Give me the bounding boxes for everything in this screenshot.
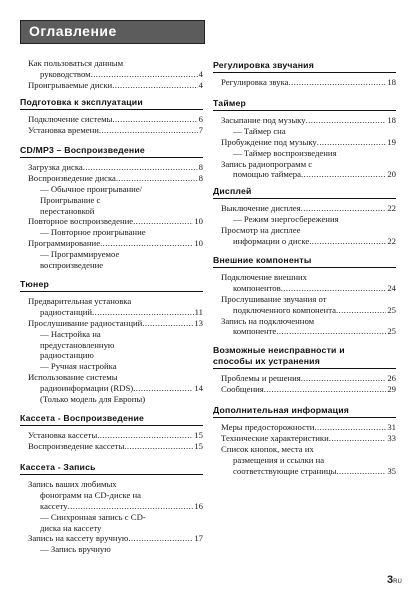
section-heading-line: Дисплей	[213, 186, 252, 196]
toc-entry-text	[20, 329, 203, 340]
toc-entry-label: Подключение системы	[28, 113, 113, 124]
toc-entry-text	[213, 272, 396, 283]
toc-entry-label: компоненте	[233, 326, 277, 337]
toc-entry-text	[20, 479, 203, 490]
toc-entry-text	[20, 544, 203, 555]
toc-page-number: 18	[387, 114, 396, 125]
toc-page-number: 25	[387, 326, 396, 337]
toc-entry-label: руководством	[40, 68, 91, 79]
toc-entry-label: — Программируемое	[40, 249, 120, 260]
dot-leader	[124, 441, 193, 452]
toc-entry-link[interactable]	[213, 137, 396, 148]
toc-section	[213, 345, 396, 395]
toc-entries	[20, 430, 203, 452]
section-heading	[213, 405, 396, 418]
toc-entry-link[interactable]	[20, 125, 203, 136]
toc-entry-text	[20, 490, 203, 501]
toc-entry-label: Загрузка диска	[28, 161, 83, 172]
dot-leader	[301, 169, 386, 180]
toc-page-number: 31	[387, 421, 396, 432]
toc-entries	[20, 58, 203, 91]
toc-page-number: 15	[194, 440, 203, 451]
toc-page-number: 6	[198, 113, 203, 124]
toc-entry-link[interactable]	[213, 236, 396, 247]
toc-entry-label: Запись радиопрограмм с	[221, 158, 313, 169]
toc-entry-label: Проблемы и решения	[221, 372, 301, 383]
dot-leader	[336, 466, 386, 477]
section-heading-line: способы их устранения	[213, 355, 320, 366]
toc-entry-label: кассету	[40, 500, 68, 511]
toc-section	[213, 98, 396, 180]
page-title: Оглавление	[29, 23, 117, 39]
toc-entries	[20, 114, 203, 136]
toc-entry-link[interactable]	[20, 307, 203, 318]
toc-page-number: 24	[387, 282, 396, 293]
toc-entry-link[interactable]	[20, 430, 203, 441]
toc-entries	[20, 479, 203, 555]
toc-entry-link[interactable]	[213, 422, 396, 433]
toc-entry-label: Регулировка звука	[221, 76, 289, 87]
toc-entry-label: Прослушивание звучания от	[221, 293, 327, 304]
toc-entry-text	[20, 394, 203, 405]
toc-entry-text	[213, 444, 396, 455]
toc-entry-label: — Запись вручную	[40, 544, 111, 555]
toc-section	[20, 97, 203, 136]
toc-page-number: 26	[387, 372, 396, 383]
toc-entry-link[interactable]	[213, 283, 396, 294]
toc-entry-label: Подключение внешних	[221, 271, 307, 282]
toc-section	[213, 405, 396, 476]
toc-section	[20, 145, 203, 271]
toc-entry-text	[213, 316, 396, 327]
toc-entries	[213, 77, 396, 88]
toc-entry-text	[213, 225, 396, 236]
toc-entry-link[interactable]	[213, 115, 396, 126]
toc-page-number: 18	[387, 76, 396, 87]
dot-leader	[92, 307, 194, 318]
toc-entry-link[interactable]	[20, 162, 203, 173]
dot-leader	[112, 80, 197, 91]
toc-entry-link[interactable]	[20, 216, 203, 227]
toc-entry-label: фонограмм на CD-диске на	[40, 489, 141, 500]
toc-entry-label: информации о диске	[233, 235, 310, 246]
toc-page-number: 14	[194, 383, 203, 394]
toc-entry-label: Воспроизведение кассеты	[28, 440, 125, 451]
section-heading-line: Кассета - Запись	[20, 462, 96, 472]
toc-entry-label: — Ручная настройка	[40, 361, 117, 372]
toc-page-number: 15	[194, 429, 203, 440]
toc-entry-link[interactable]	[20, 533, 203, 544]
page-number: 3RU	[387, 574, 402, 586]
toc-page-number: 13	[194, 317, 203, 328]
section-heading-line: Кассета - Воспроизведение	[20, 413, 145, 423]
section-heading	[213, 60, 396, 73]
dot-leader	[100, 238, 193, 249]
toc-entry-text	[20, 184, 203, 195]
toc-entry-text	[213, 294, 396, 305]
toc-entry-label: — Настройка на	[40, 328, 101, 339]
toc-entry-label: Программирование	[28, 238, 101, 249]
toc-entry-link[interactable]	[20, 318, 203, 329]
toc-entry-label: Установка кассеты	[28, 429, 98, 440]
toc-entry-text	[20, 350, 203, 361]
section-heading-line: Дополнительная информация	[213, 405, 350, 415]
toc-entry-link[interactable]	[213, 169, 396, 180]
toc-entry-link[interactable]	[213, 203, 396, 214]
toc-entry-text	[20, 227, 203, 238]
toc-entry-text	[20, 372, 203, 383]
dot-leader	[133, 216, 193, 227]
dot-leader	[289, 77, 387, 88]
section-heading-line: Регулировка звучания	[213, 60, 314, 70]
section-heading	[213, 255, 396, 268]
toc-entry-text	[20, 58, 203, 69]
toc-entry-label: — Обычное проигрывание/	[40, 183, 143, 194]
dot-leader	[97, 430, 193, 441]
toc-entry-label: радиоинформации (RDS)	[40, 383, 134, 394]
dot-leader	[133, 383, 193, 394]
toc-entry-label: Повторное воспроизведение	[28, 216, 134, 227]
toc-page-number: 7	[198, 124, 203, 135]
section-heading	[20, 145, 203, 158]
toc-page-number: 10	[194, 238, 203, 249]
dot-leader	[264, 384, 387, 395]
toc-entry-label: Меры предосторожности	[221, 421, 315, 432]
toc-entry-link[interactable]	[20, 80, 203, 91]
contents-title-bar	[20, 20, 205, 44]
toc-entry-label: — Повторное проигрывание	[40, 227, 146, 238]
toc-entries	[213, 203, 396, 247]
section-heading	[213, 98, 396, 111]
toc-entry-text	[213, 214, 396, 225]
toc-entry-text	[20, 296, 203, 307]
toc-entry-label: Пробуждение под музыку	[221, 136, 317, 147]
toc-entry-link[interactable]	[213, 384, 396, 395]
dot-leader	[83, 162, 198, 173]
toc-entries	[213, 115, 396, 180]
toc-entry-link[interactable]	[213, 326, 396, 337]
section-heading-line: CD/MP3 – Воспроизведение	[20, 145, 145, 155]
toc-entry-link[interactable]	[213, 433, 396, 444]
toc-entry-label: предустановленную	[40, 339, 115, 350]
toc-section	[213, 60, 396, 88]
toc-entry-link[interactable]	[213, 77, 396, 88]
dot-leader	[306, 115, 387, 126]
section-heading	[20, 279, 203, 292]
toc-entry-text	[20, 512, 203, 523]
toc-entry-label: радиостанций	[40, 306, 93, 317]
toc-entry-text	[20, 195, 203, 206]
toc-section	[213, 255, 396, 337]
toc-entry-text	[213, 148, 396, 159]
toc-entry-text	[20, 206, 203, 217]
toc-page-number: 22	[387, 202, 396, 213]
toc-entry-label: Предварительная установка	[28, 295, 132, 306]
dot-leader	[329, 433, 387, 444]
toc-entry-label: Запись ваших любимых	[28, 478, 117, 489]
toc-page-number: 8	[198, 161, 203, 172]
toc-entry-label: Как пользоваться данным	[28, 58, 124, 68]
toc-entry-text	[20, 249, 203, 260]
toc-entry-link[interactable]	[20, 441, 203, 452]
dot-leader	[142, 318, 193, 329]
section-heading-line: Таймер	[213, 98, 247, 108]
toc-entry-label: компонентов	[233, 282, 281, 293]
toc-entry-label: соответствующие страницы	[233, 465, 337, 476]
toc-page-number: 20	[387, 169, 396, 180]
toc-entry-label: Установка времени	[28, 124, 99, 135]
section-heading	[20, 462, 203, 475]
toc-entries	[20, 162, 203, 271]
toc-entry-label: — Таймер сна	[233, 125, 286, 136]
dot-leader	[99, 125, 198, 136]
toc-entry-label: подключенного компонента	[233, 304, 336, 315]
toc-entry-link[interactable]	[20, 238, 203, 249]
toc-entry-text	[20, 260, 203, 271]
toc-entry-link[interactable]	[20, 114, 203, 125]
toc-page-number: 16	[194, 500, 203, 511]
dot-leader	[91, 69, 198, 80]
toc-entry-label: Выключение дисплея	[221, 202, 301, 213]
toc-entry-label: — Таймер воспроизведения	[233, 147, 337, 158]
dot-leader	[309, 236, 386, 247]
dot-leader	[276, 326, 386, 337]
toc-entry-label: (Только модель для Европы)	[40, 394, 146, 405]
toc-entry-label: радиостанцию	[40, 350, 94, 361]
toc-page-number: 33	[387, 432, 396, 443]
toc-entry-label: Запись на кассету вручную	[28, 533, 129, 544]
toc-entries	[213, 272, 396, 337]
toc-entry-label: размещения и ссылки на	[233, 454, 325, 465]
toc-page-number: 4	[198, 68, 203, 79]
section-heading-line: Возможные неисправности и	[213, 345, 345, 355]
dot-leader	[301, 373, 387, 384]
toc-entry-link[interactable]	[20, 173, 203, 184]
toc-entry-text	[20, 523, 203, 534]
toc-entry-link[interactable]	[20, 69, 203, 80]
toc-entry-text	[213, 159, 396, 170]
toc-entry-text	[20, 340, 203, 351]
toc-page-number: 17	[194, 533, 203, 544]
toc-page-number: 29	[387, 383, 396, 394]
toc-entries	[213, 373, 396, 395]
toc-entry-label: — Режим энергосбережения	[233, 213, 339, 224]
toc-entry-link[interactable]	[213, 305, 396, 316]
toc-page-number: 35	[387, 465, 396, 476]
section-heading-line: Внешние компоненты	[213, 255, 312, 265]
toc-entry-label: помощью таймера	[233, 169, 301, 180]
toc-section	[20, 413, 203, 452]
section-heading-line: Подготовка к эксплуатации	[20, 97, 143, 107]
toc-section	[20, 462, 203, 555]
toc-entry-label: Воспроизведение диска	[28, 172, 116, 183]
section-heading-line: Тюнер	[20, 279, 49, 289]
dot-leader	[128, 533, 193, 544]
toc-entry-label: Проигрывание с	[40, 194, 101, 205]
dot-leader	[281, 283, 387, 294]
section-heading	[213, 345, 396, 369]
toc-entry-label: Технические характеристики	[221, 432, 329, 443]
dot-leader	[336, 305, 386, 316]
toc-section	[213, 186, 396, 247]
dot-leader	[116, 173, 198, 184]
dot-leader	[314, 422, 386, 433]
toc-entry-label: воспроизведение	[40, 260, 104, 271]
toc-page-number: 19	[387, 136, 396, 147]
toc-entry-label: диска на кассету	[40, 522, 102, 533]
section-heading	[20, 97, 203, 110]
toc-entry-label: Запись на подключенном	[221, 315, 315, 326]
toc-section	[20, 58, 203, 91]
toc-entry-label: перестановкой	[40, 205, 95, 216]
toc-entry-label: — Синхронная запись с CD-	[40, 511, 146, 522]
toc-page-number: 10	[194, 216, 203, 227]
toc-entry-link[interactable]	[213, 466, 396, 477]
toc-entry-label: Сообщения	[221, 383, 264, 394]
toc-entries	[213, 422, 396, 477]
toc-entry-label: Просмотр на дисплее	[221, 224, 301, 235]
toc-entry-label: Использование системы	[28, 372, 118, 383]
dot-leader	[317, 137, 387, 148]
dot-leader	[301, 203, 387, 214]
toc-entry-label: Список кнопок, места их	[221, 443, 314, 454]
toc-page-number: 25	[387, 304, 396, 315]
toc-page-number: 4	[198, 79, 203, 90]
toc-entries	[20, 296, 203, 405]
toc-entry-text	[213, 455, 396, 466]
toc-entry-label: Проигрываемые диски	[28, 79, 113, 90]
toc-page-number: 11	[194, 306, 203, 317]
toc-page-number: 8	[198, 172, 203, 183]
toc-entry-text	[20, 361, 203, 372]
toc-page-number: 22	[387, 235, 396, 246]
toc-entry-text	[213, 126, 396, 137]
dot-leader	[112, 114, 197, 125]
section-heading	[20, 413, 203, 426]
dot-leader	[68, 501, 194, 512]
section-heading	[213, 186, 396, 199]
toc-entry-link[interactable]	[20, 501, 203, 512]
toc-section	[20, 279, 203, 405]
toc-entry-link[interactable]	[20, 383, 203, 394]
toc-entry-label: Засыпание под музыку	[221, 114, 306, 125]
toc-entry-label: Прослушивание радиостанций	[28, 317, 143, 328]
toc-entry-link[interactable]	[213, 373, 396, 384]
